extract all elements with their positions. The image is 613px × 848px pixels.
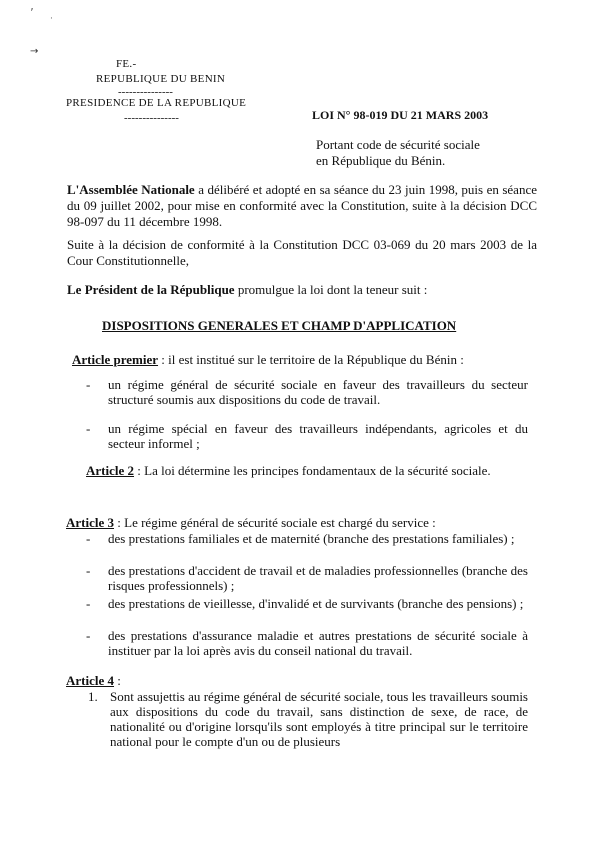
item-number: 1. bbox=[88, 689, 98, 704]
law-subtitle: en République du Bénin. bbox=[316, 153, 446, 168]
bullet: - bbox=[86, 421, 91, 436]
law-subtitle: Portant code de sécurité sociale bbox=[316, 137, 480, 152]
article-label: Article 3 bbox=[66, 515, 115, 530]
bullet: - bbox=[86, 628, 91, 643]
bullet: - bbox=[86, 531, 91, 546]
article-2: Article 2 : La loi détermine les principes fondamentaux de la sécurité sociale. bbox=[86, 463, 491, 478]
scan-mark: → bbox=[30, 46, 39, 57]
bullet: - bbox=[86, 563, 91, 578]
article-4-heading: Article 4 : bbox=[66, 673, 121, 688]
promulgation-paragraph: Le Président de la République promulgue la loi dont la teneur suit : bbox=[67, 282, 428, 297]
article-1-heading: Article premier : il est institué sur le territoire de la République du Bénin : bbox=[72, 352, 464, 367]
article-3-heading: Article 3 : Le régime général de sécurité sociale est chargé du service : bbox=[66, 515, 436, 530]
article-label: Article premier bbox=[72, 352, 159, 367]
scan-mark: ’ bbox=[30, 6, 34, 20]
scan-mark: · bbox=[50, 14, 53, 24]
law-title: LOI N° 98-019 DU 21 MARS 2003 bbox=[312, 108, 489, 122]
bullet: - bbox=[86, 377, 91, 392]
header-presidency: PRESIDENCE DE LA REPUBLIQUE bbox=[66, 97, 247, 109]
article-label: Article 2 bbox=[86, 463, 135, 478]
header-separator: --------------- bbox=[118, 86, 173, 98]
article-label: Article 4 bbox=[66, 673, 115, 688]
assembly-name: L'Assemblée Nationale bbox=[67, 182, 195, 197]
president-title: Le Président de la République bbox=[67, 282, 235, 297]
header-republic: REPUBLIQUE DU BENIN bbox=[96, 73, 226, 85]
bullet: - bbox=[86, 596, 91, 611]
preamble-paragraph: Suite à la décision de conformité à la Constitution DCC 03-069 du 20 mars 2003 de la Cour Constitutionnelle, bbox=[67, 237, 537, 268]
section-title: DISPOSITIONS GENERALES ET CHAMP D'APPLICATION bbox=[102, 318, 457, 333]
header-fe: FE.- bbox=[116, 58, 137, 70]
header-separator: --------------- bbox=[124, 112, 179, 124]
preamble-paragraph: L'Assemblée Nationale a délibéré et adopté en sa séance du 23 juin 1998, puis en séance du 09 juillet 2002, pour mise en conformité avec la Constitution, suite à la décision DCC 98-097 du 11 décembre 1998. bbox=[67, 182, 537, 229]
